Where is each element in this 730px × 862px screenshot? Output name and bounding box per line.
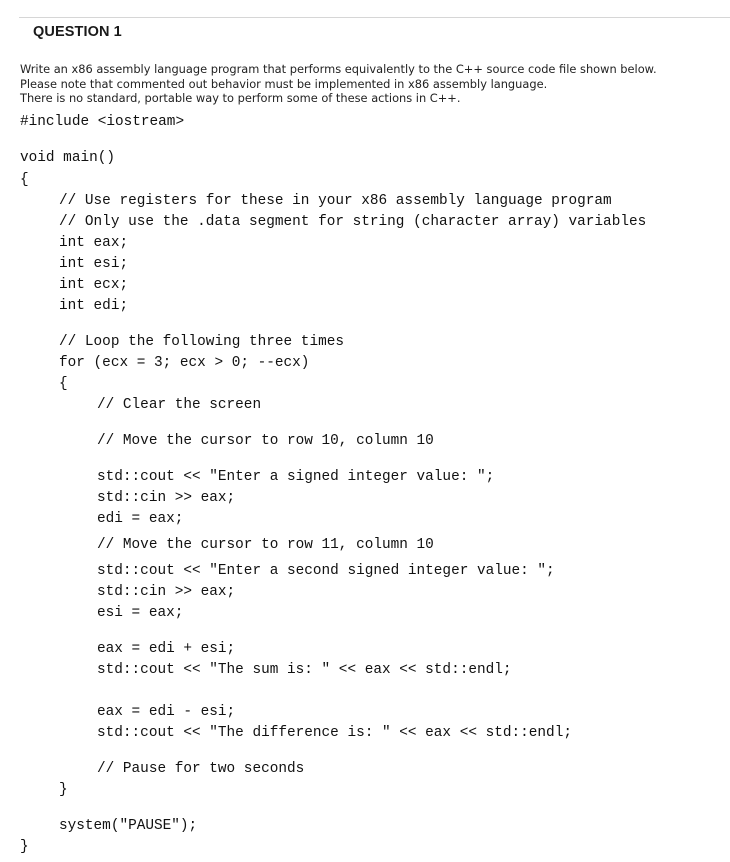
- code-loop-close-brace: }: [59, 782, 68, 798]
- code-line-main-signature: void main(): [20, 150, 115, 166]
- code-line-include: #include <iostream>: [20, 114, 185, 130]
- code-assign-esi: esi = eax;: [97, 605, 184, 621]
- instruction-line: Please note that commented out behavior must be implemented in x86 assembly language.: [20, 76, 548, 91]
- code-decl-eax: int eax;: [59, 235, 129, 251]
- code-comment-data-segment: // Only use the .data segment for string (character array) variables: [59, 214, 647, 230]
- instruction-line: Write an x86 assembly language program that performs equivalently to the C++ source code file shown below.: [20, 62, 657, 76]
- code-sum-calc: eax = edi + esi;: [97, 641, 236, 657]
- code-comment-registers: // Use registers for these in your x86 assembly language program: [59, 193, 612, 209]
- code-diff-calc: eax = edi - esi;: [97, 704, 236, 720]
- code-line-open-brace: {: [20, 172, 29, 188]
- code-cout-second-prompt: std::cout << "Enter a second signed integer value: ";: [97, 563, 555, 579]
- code-diff-output: std::cout << "The difference is: " << eax << std::endl;: [97, 725, 572, 741]
- question-divider: [19, 17, 730, 18]
- code-loop-open-brace: {: [59, 376, 68, 392]
- code-decl-edi: int edi;: [59, 298, 129, 314]
- code-comment-clear-screen: // Clear the screen: [97, 397, 262, 413]
- code-comment-cursor-row-10: // Move the cursor to row 10, column 10: [97, 433, 434, 449]
- code-decl-ecx: int ecx;: [59, 277, 129, 293]
- code-close-brace: }: [20, 839, 29, 855]
- instruction-line: There is no standard, portable way to perform some of these actions in C++.: [20, 91, 461, 105]
- code-cout-first-prompt: std::cout << "Enter a signed integer value: ";: [97, 469, 495, 485]
- code-for-statement: for (ecx = 3; ecx > 0; --ecx): [59, 355, 310, 371]
- code-comment-pause: // Pause for two seconds: [97, 761, 305, 777]
- question-title: QUESTION 1: [33, 24, 122, 40]
- code-cin-first: std::cin >> eax;: [97, 490, 236, 506]
- code-assign-edi: edi = eax;: [97, 511, 184, 527]
- code-cin-second: std::cin >> eax;: [97, 584, 236, 600]
- question-instructions: [20, 62, 657, 106]
- code-decl-esi: int esi;: [59, 256, 129, 272]
- code-system-pause: system("PAUSE");: [59, 818, 198, 834]
- code-sum-output: std::cout << "The sum is: " << eax << std::endl;: [97, 662, 512, 678]
- code-comment-loop: // Loop the following three times: [59, 334, 344, 350]
- code-comment-cursor-row-11: // Move the cursor to row 11, column 10: [97, 537, 434, 553]
